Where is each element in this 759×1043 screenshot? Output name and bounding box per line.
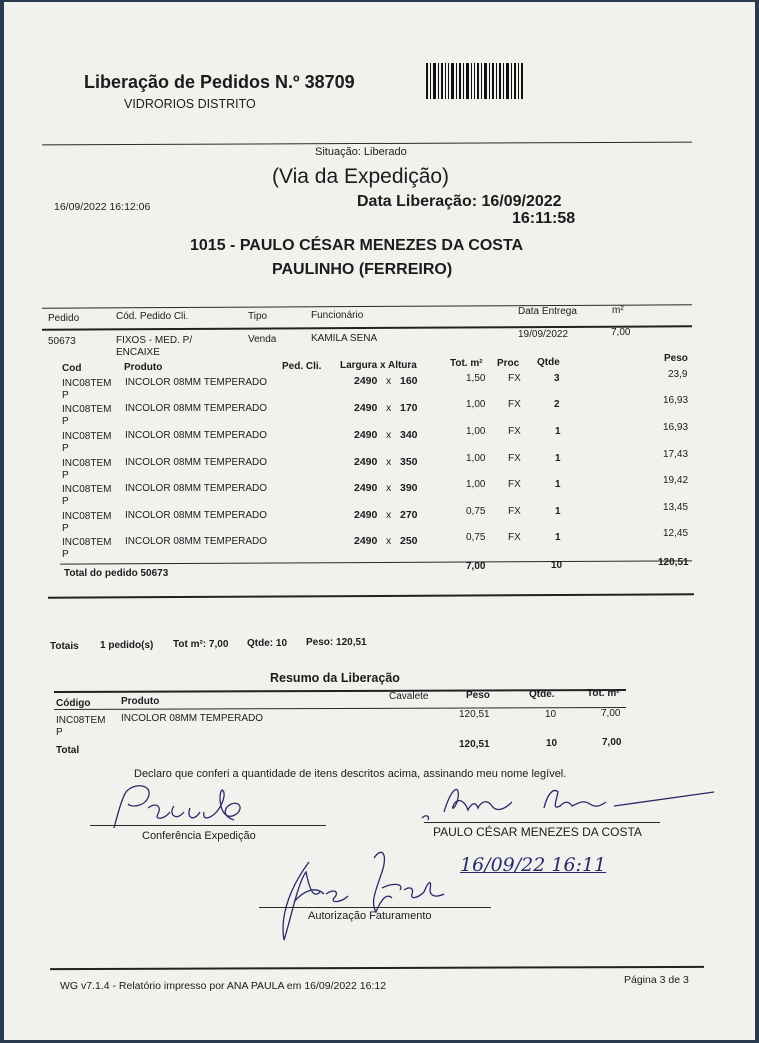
item-altura: 390 xyxy=(400,482,418,494)
item-produto: INCOLOR 08MM TEMPERADO xyxy=(125,483,268,494)
item-proc: FX xyxy=(508,532,521,543)
item-tot-m2: 1,00 xyxy=(466,399,486,410)
summary-produto: INCOLOR 08MM TEMPERADO xyxy=(121,713,264,724)
item-cod-suffix: P xyxy=(62,549,69,560)
order-total-label: Total do pedido 50673 xyxy=(64,568,169,579)
item-produto: INCOLOR 08MM TEMPERADO xyxy=(125,403,268,414)
table-row xyxy=(4,369,755,402)
expedition-signature-line xyxy=(90,825,326,826)
table-row xyxy=(4,528,755,561)
item-cod-suffix: P xyxy=(62,523,69,534)
footer-printed-by: WG v7.1.4 - Relatório impresso por ANA PAULA em 16/09/2022 16:12 xyxy=(60,980,387,992)
item-peso: 19,42 xyxy=(663,475,689,486)
item-cod-suffix: P xyxy=(62,416,69,427)
table-row xyxy=(4,395,755,428)
item-peso: 17,43 xyxy=(663,449,689,460)
via-label: (Via da Expedição) xyxy=(272,165,450,188)
footer-page-number: Página 3 de 3 xyxy=(624,974,689,986)
item-produto: INCOLOR 08MM TEMPERADO xyxy=(125,536,268,547)
item-proc: FX xyxy=(508,506,521,517)
item-qtde: 1 xyxy=(555,426,561,437)
item-altura: 340 xyxy=(400,429,418,441)
item-x: x xyxy=(386,375,392,387)
summary-total-label: Total xyxy=(56,745,80,756)
col-m2: m² xyxy=(612,305,624,316)
order-top-divider xyxy=(42,304,692,308)
item-qtde: 1 xyxy=(555,506,561,517)
totals-qtde: Qtde: 10 xyxy=(247,638,288,649)
item-cod: INC08TEM xyxy=(62,484,112,495)
client-signature-line xyxy=(424,822,660,823)
barcode xyxy=(426,63,544,99)
item-x: x xyxy=(386,402,392,414)
company-name: VIDRORIOS DISTRITO xyxy=(124,97,256,111)
release-date: Data Liberação: 16/09/2022 xyxy=(357,193,562,210)
item-largura: 2490 xyxy=(354,375,378,387)
summary-title: Resumo da Liberação xyxy=(270,671,400,685)
summary-col-peso: Peso xyxy=(466,690,490,701)
order-funcionario: KAMILA SENA xyxy=(311,333,378,344)
item-altura: 250 xyxy=(400,535,418,547)
totals-peso: Peso: 120,51 xyxy=(306,637,367,648)
client-name: 1015 - PAULO CÉSAR MENEZES DA COSTA xyxy=(190,237,524,254)
item-qtde: 2 xyxy=(554,399,560,410)
item-largura: 2490 xyxy=(354,509,378,521)
client-nickname: PAULINHO (FERREIRO) xyxy=(272,261,453,278)
authorization-signature-line xyxy=(259,907,491,908)
summary-peso: 120,51 xyxy=(459,709,490,720)
expedition-signature-drawing xyxy=(104,778,274,838)
print-datetime: 16/09/2022 16:12:06 xyxy=(54,201,151,213)
item-cod-suffix: P xyxy=(62,390,69,401)
client-signature-label: PAULO CÉSAR MENEZES DA COSTA xyxy=(433,825,642,839)
item-altura: 270 xyxy=(400,509,418,521)
col-tipo: Tipo xyxy=(248,311,268,322)
item-col-proc: Proc xyxy=(497,358,520,369)
authorization-signature-label: Autorização Faturamento xyxy=(308,910,432,922)
item-proc: FX xyxy=(508,426,521,437)
item-produto: INCOLOR 08MM TEMPERADO xyxy=(125,510,268,521)
summary-col-tot-m2: Tot. m² xyxy=(587,688,620,699)
item-tot-m2: 1,00 xyxy=(466,453,486,464)
summary-tot-m2: 7,00 xyxy=(601,708,621,719)
item-cod-suffix: P xyxy=(62,443,69,454)
order-total-peso: 120,51 xyxy=(658,557,689,568)
item-proc: FX xyxy=(508,479,521,490)
item-peso: 16,93 xyxy=(663,395,689,406)
item-tot-m2: 1,50 xyxy=(466,373,486,384)
order-bottom-divider xyxy=(48,593,694,598)
item-altura: 170 xyxy=(400,402,418,414)
item-proc: FX xyxy=(508,453,521,464)
item-peso: 23,9 xyxy=(668,369,688,380)
item-x: x xyxy=(386,509,392,521)
item-peso: 13,45 xyxy=(663,502,689,513)
item-cod-suffix: P xyxy=(62,496,69,507)
item-col-ped-cli: Ped. Cli. xyxy=(282,361,322,372)
item-cod: INC08TEM xyxy=(62,458,112,469)
item-col-qtde: Qtde xyxy=(537,357,560,368)
declaration-text: Declaro que conferi a quantidade de itens descritos acima, assinando meu nome legível. xyxy=(134,768,567,780)
col-funcionario: Funcionário xyxy=(311,310,364,321)
item-cod: INC08TEM xyxy=(62,404,112,415)
summary-total-tot-m2: 7,00 xyxy=(602,737,622,748)
summary-cod: INC08TEM xyxy=(56,715,106,726)
item-peso: 16,93 xyxy=(663,422,689,433)
item-qtde: 1 xyxy=(555,453,561,464)
item-x: x xyxy=(386,429,392,441)
item-x: x xyxy=(386,456,392,468)
item-tot-m2: 1,00 xyxy=(466,426,486,437)
item-produto: INCOLOR 08MM TEMPERADO xyxy=(125,457,268,468)
item-proc: FX xyxy=(508,373,521,384)
document-page xyxy=(4,2,755,1040)
item-largura: 2490 xyxy=(354,456,378,468)
summary-col-codigo: Código xyxy=(56,698,91,709)
item-col-peso: Peso xyxy=(664,353,688,364)
summary-col-cavalete: Cavalete xyxy=(389,691,429,702)
item-largura: 2490 xyxy=(354,429,378,441)
header-divider xyxy=(42,142,692,146)
item-altura: 160 xyxy=(400,375,418,387)
summary-total-peso: 120,51 xyxy=(459,739,490,750)
table-row xyxy=(4,502,755,535)
summary-col-qtde: Qtde. xyxy=(529,689,555,700)
totals-m2: Tot m²: 7,00 xyxy=(173,639,229,650)
order-total-qtde: 10 xyxy=(551,560,563,571)
release-time: 16:11:58 xyxy=(512,210,576,227)
item-qtde: 3 xyxy=(554,373,560,384)
item-qtde: 1 xyxy=(555,532,561,543)
item-produto: INCOLOR 08MM TEMPERADO xyxy=(125,430,268,441)
item-cod: INC08TEM xyxy=(62,511,112,522)
item-cod: INC08TEM xyxy=(62,537,112,548)
item-col-tot-m2: Tot. m² xyxy=(450,358,483,369)
authorization-signature-drawing xyxy=(254,842,464,947)
item-tot-m2: 0,75 xyxy=(466,532,486,543)
expedition-signature-label: Conferência Expedição xyxy=(142,830,256,842)
item-x: x xyxy=(386,535,392,547)
summary-col-produto: Produto xyxy=(121,696,160,707)
item-cod: INC08TEM xyxy=(62,431,112,442)
order-pedido: 50673 xyxy=(48,336,76,347)
item-col-dims: Largura x Altura xyxy=(340,360,417,371)
table-row xyxy=(4,422,755,455)
col-pedido: Pedido xyxy=(48,313,80,324)
item-col-produto: Produto xyxy=(124,362,163,373)
col-data-entrega: Data Entrega xyxy=(518,306,577,317)
client-signature-drawing xyxy=(414,782,724,822)
order-cod-cli-1: FIXOS - MED. P/ xyxy=(116,335,193,346)
summary-qtde: 10 xyxy=(545,709,557,720)
item-col-cod: Cod xyxy=(62,363,82,374)
item-x: x xyxy=(386,482,392,494)
order-cod-cli-2: ENCAIXE xyxy=(116,347,160,358)
item-tot-m2: 1,00 xyxy=(466,479,486,490)
table-row xyxy=(4,475,755,508)
order-header-divider xyxy=(42,325,692,330)
item-altura: 350 xyxy=(400,456,418,468)
order-tipo: Venda xyxy=(248,334,277,345)
item-cod-suffix: P xyxy=(62,470,69,481)
totals-pedidos: 1 pedido(s) xyxy=(100,640,154,651)
item-cod: INC08TEM xyxy=(62,378,112,389)
table-row xyxy=(4,449,755,482)
item-peso: 12,45 xyxy=(663,528,689,539)
order-m2: 7,00 xyxy=(611,327,631,338)
item-proc: FX xyxy=(508,399,521,410)
item-produto: INCOLOR 08MM TEMPERADO xyxy=(125,377,268,388)
item-qtde: 1 xyxy=(555,479,561,490)
item-largura: 2490 xyxy=(354,402,378,414)
handwritten-date: 16/09/22 16:11 xyxy=(460,854,607,876)
col-cod-cli: Cód. Pedido Cli. xyxy=(116,311,189,322)
item-largura: 2490 xyxy=(354,482,378,494)
summary-total-qtde: 10 xyxy=(546,738,558,749)
item-largura: 2490 xyxy=(354,535,378,547)
situation-label: Situação: Liberado xyxy=(315,146,407,158)
item-tot-m2: 0,75 xyxy=(466,506,486,517)
totals-label: Totais xyxy=(50,641,79,652)
summary-header-divider xyxy=(54,707,626,710)
footer-divider xyxy=(50,966,704,970)
summary-cod-suffix: P xyxy=(56,727,63,738)
order-data-entrega: 19/09/2022 xyxy=(518,329,569,340)
document-title: Liberação de Pedidos N.º 38709 xyxy=(84,72,355,92)
order-total-m2: 7,00 xyxy=(466,561,486,572)
